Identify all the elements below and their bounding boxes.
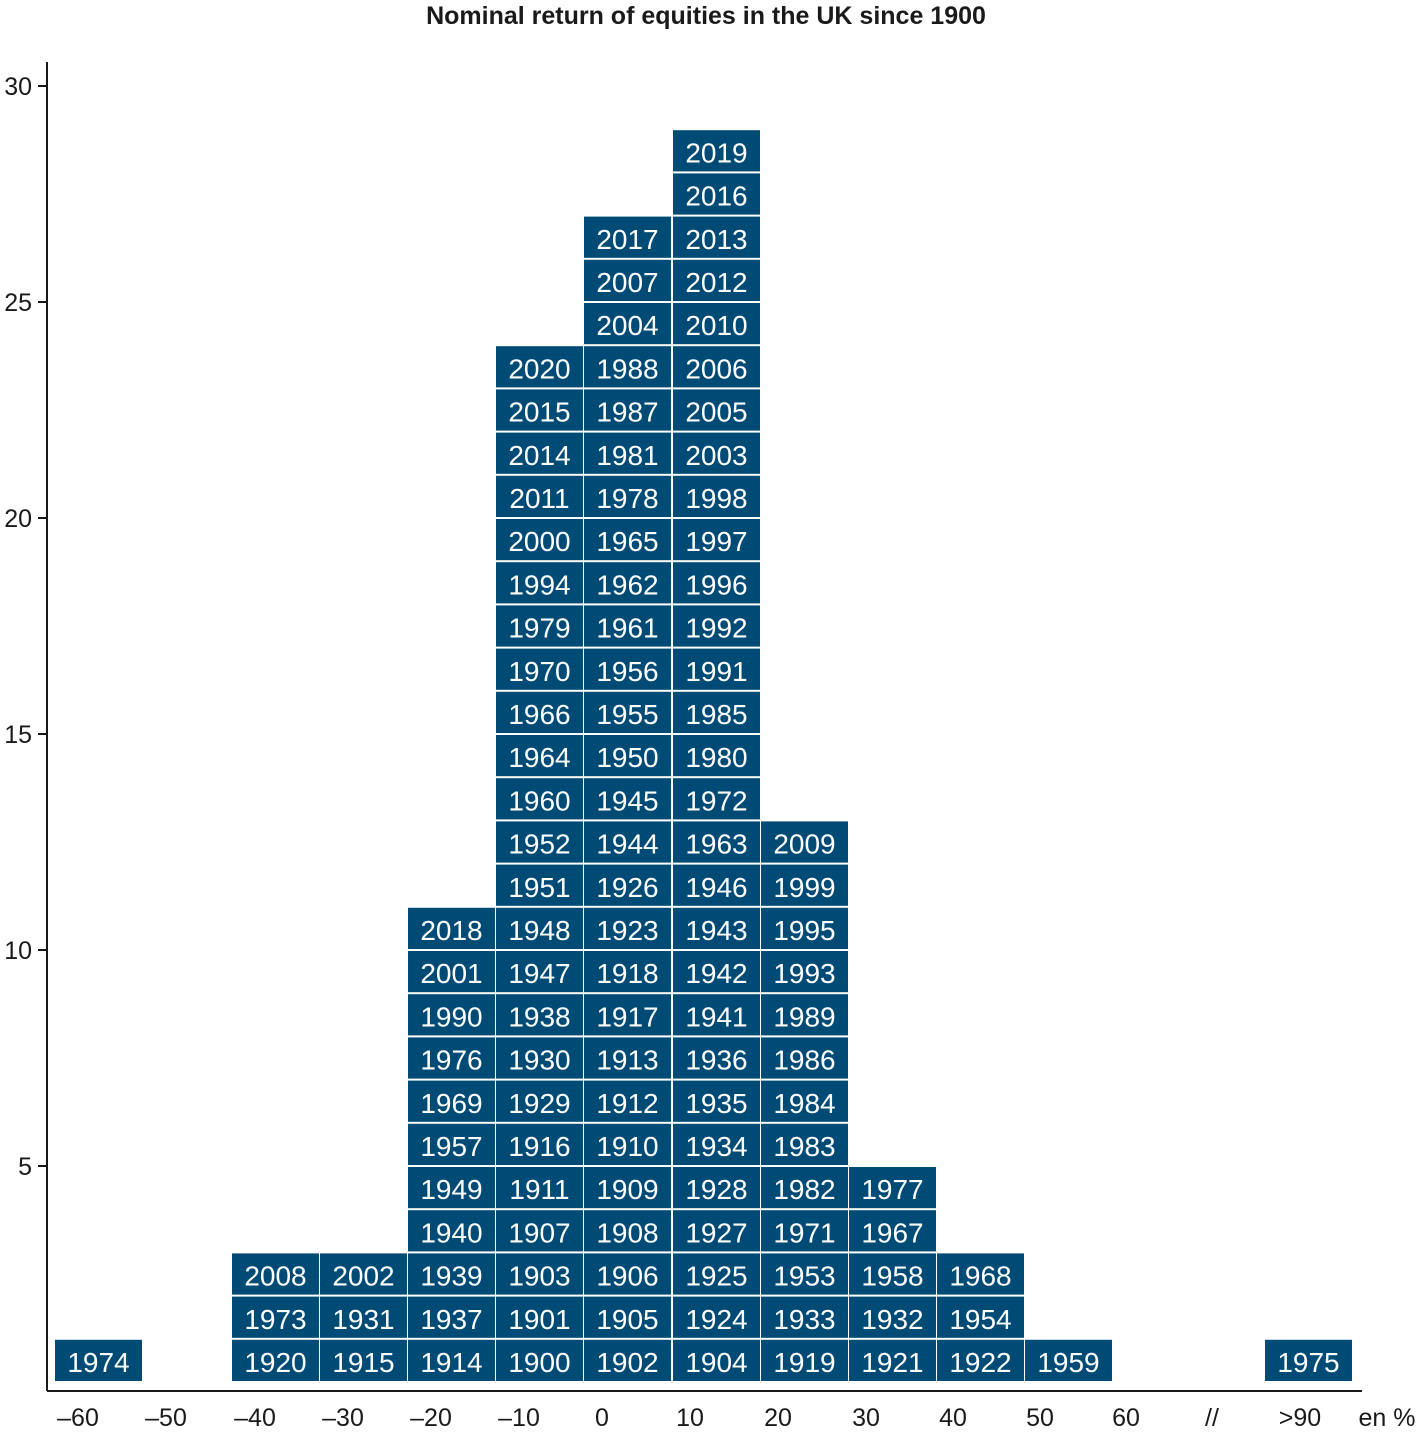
year-label: 2004 bbox=[596, 310, 659, 342]
year-label: 1904 bbox=[685, 1347, 748, 1378]
year-label: 2008 bbox=[244, 1260, 307, 1292]
year-label: 1938 bbox=[508, 1001, 571, 1033]
year-label: 1916 bbox=[508, 1131, 571, 1162]
year-label: 1935 bbox=[685, 1087, 748, 1119]
year-label: 1969 bbox=[420, 1087, 483, 1119]
year-label: 1995 bbox=[773, 915, 836, 946]
year-label: 1929 bbox=[508, 1087, 571, 1119]
year-label: 1960 bbox=[508, 785, 571, 817]
x-tick-label: –60 bbox=[57, 1404, 99, 1432]
y-tick-label: 5 bbox=[18, 1153, 32, 1181]
year-label: 1971 bbox=[773, 1217, 836, 1249]
year-label: 1949 bbox=[420, 1174, 483, 1206]
year-label: 1909 bbox=[596, 1174, 659, 1206]
year-label: 2018 bbox=[420, 915, 483, 946]
year-label: 1947 bbox=[508, 958, 571, 990]
year-label: 1914 bbox=[420, 1347, 483, 1378]
year-label: 1997 bbox=[685, 526, 748, 558]
x-tick-label: 40 bbox=[939, 1404, 967, 1432]
year-label: 2003 bbox=[685, 439, 748, 471]
year-label: 1998 bbox=[685, 483, 748, 514]
x-tick-label: 0 bbox=[595, 1404, 609, 1432]
year-label: 1966 bbox=[508, 699, 571, 730]
year-label: 1931 bbox=[332, 1303, 395, 1335]
year-label: 1985 bbox=[685, 699, 748, 730]
year-label: 1992 bbox=[685, 612, 748, 644]
year-label: 1928 bbox=[685, 1174, 748, 1206]
y-tick-label: 30 bbox=[4, 73, 32, 101]
histogram-cells bbox=[55, 130, 1352, 1381]
year-label: 2012 bbox=[685, 267, 748, 298]
year-label: 2017 bbox=[596, 223, 659, 255]
year-label: 1989 bbox=[773, 1001, 836, 1033]
x-tick-label: 60 bbox=[1112, 1404, 1140, 1432]
year-label: 1921 bbox=[861, 1347, 924, 1378]
year-label: 1980 bbox=[685, 742, 748, 774]
year-label: 1976 bbox=[420, 1044, 483, 1076]
year-label: 1946 bbox=[685, 871, 748, 903]
year-label: 1936 bbox=[685, 1044, 748, 1076]
year-label: 1986 bbox=[773, 1044, 836, 1076]
year-label: 1959 bbox=[1037, 1347, 1100, 1378]
year-label: 2005 bbox=[685, 396, 748, 428]
year-label: 2006 bbox=[685, 353, 748, 385]
year-label: 1961 bbox=[596, 612, 659, 644]
y-tick-label: 20 bbox=[4, 505, 32, 533]
year-label: 2010 bbox=[685, 310, 748, 342]
year-label: 1953 bbox=[773, 1260, 836, 1292]
year-label: 1912 bbox=[596, 1087, 659, 1119]
year-label: 1964 bbox=[508, 742, 571, 774]
year-label: 2015 bbox=[508, 396, 571, 428]
year-label: 1905 bbox=[596, 1303, 659, 1335]
year-label: 2020 bbox=[508, 353, 571, 385]
year-label: 1910 bbox=[596, 1131, 659, 1162]
year-label: 1933 bbox=[773, 1303, 836, 1335]
year-label: 1981 bbox=[596, 439, 659, 471]
year-label: 1922 bbox=[949, 1347, 1012, 1378]
year-label: 2016 bbox=[685, 180, 748, 212]
year-label: 1956 bbox=[596, 655, 659, 687]
year-label: 1937 bbox=[420, 1303, 483, 1335]
x-tick-label: // bbox=[1205, 1404, 1219, 1432]
year-label: 1951 bbox=[508, 871, 571, 903]
year-label: 1927 bbox=[685, 1217, 748, 1249]
year-label: 1990 bbox=[420, 1001, 483, 1033]
x-tick-label: 20 bbox=[764, 1404, 792, 1432]
year-label: 1902 bbox=[596, 1347, 659, 1378]
year-label: 1918 bbox=[596, 958, 659, 990]
year-label: 1965 bbox=[596, 526, 659, 558]
year-label: 1968 bbox=[949, 1260, 1012, 1292]
year-label: 2000 bbox=[508, 526, 571, 558]
year-label: 1962 bbox=[596, 569, 659, 601]
year-label: 1994 bbox=[508, 569, 571, 601]
year-label: 1963 bbox=[685, 828, 748, 860]
y-tick-label: 15 bbox=[4, 721, 32, 749]
year-label: 2019 bbox=[685, 137, 748, 169]
year-label: 1934 bbox=[685, 1131, 748, 1162]
year-label: 1952 bbox=[508, 828, 571, 860]
year-label: 1974 bbox=[67, 1347, 130, 1378]
year-label: 1957 bbox=[420, 1131, 483, 1162]
x-tick-label: –30 bbox=[322, 1404, 364, 1432]
year-label: 1967 bbox=[861, 1217, 924, 1249]
year-label: 1958 bbox=[861, 1260, 924, 1292]
year-label: 1970 bbox=[508, 655, 571, 687]
year-label: 1982 bbox=[773, 1174, 836, 1206]
chart-title: Nominal return of equities in the UK since 1900 bbox=[426, 2, 986, 30]
year-label: 1906 bbox=[596, 1260, 659, 1292]
year-label: 1924 bbox=[685, 1303, 748, 1335]
year-label: 1996 bbox=[685, 569, 748, 601]
year-label: 1903 bbox=[508, 1260, 571, 1292]
year-label: 1939 bbox=[420, 1260, 483, 1292]
year-label: 1955 bbox=[596, 699, 659, 730]
year-label: 1944 bbox=[596, 828, 659, 860]
year-label: 1911 bbox=[509, 1174, 570, 1206]
year-label: 1913 bbox=[596, 1044, 659, 1076]
year-label: 1972 bbox=[685, 785, 748, 817]
year-label: 1917 bbox=[596, 1001, 659, 1033]
year-label: 2013 bbox=[685, 223, 748, 255]
year-label: 1926 bbox=[596, 871, 659, 903]
year-label: 1975 bbox=[1277, 1347, 1340, 1378]
year-label: 1908 bbox=[596, 1217, 659, 1249]
year-label: 2007 bbox=[596, 267, 659, 298]
year-label: 2009 bbox=[773, 828, 836, 860]
year-label: 1901 bbox=[508, 1303, 571, 1335]
year-label: 1954 bbox=[949, 1303, 1012, 1335]
year-label: 2001 bbox=[420, 958, 483, 990]
year-label: 1940 bbox=[420, 1217, 483, 1249]
year-label: 1930 bbox=[508, 1044, 571, 1076]
year-label: 2014 bbox=[508, 439, 571, 471]
year-label: 1919 bbox=[773, 1347, 836, 1378]
x-tick-label: –10 bbox=[498, 1404, 540, 1432]
year-label: 1979 bbox=[508, 612, 571, 644]
year-label: 1920 bbox=[244, 1347, 307, 1378]
year-label: 1999 bbox=[773, 871, 836, 903]
x-tick-label: –20 bbox=[410, 1404, 452, 1432]
year-label: 1932 bbox=[861, 1303, 924, 1335]
year-label: 1988 bbox=[596, 353, 659, 385]
x-tick-label: >90 bbox=[1278, 1404, 1322, 1432]
year-label: 1923 bbox=[596, 915, 659, 946]
y-tick-label: 25 bbox=[4, 289, 32, 317]
year-label: 1991 bbox=[685, 655, 748, 687]
x-tick-label: –40 bbox=[234, 1404, 276, 1432]
x-tick-label: –50 bbox=[145, 1404, 187, 1432]
year-label: 1941 bbox=[685, 1001, 748, 1033]
x-tick-label: 10 bbox=[676, 1404, 704, 1432]
x-tick-label: 30 bbox=[852, 1404, 880, 1432]
year-label: 1973 bbox=[244, 1303, 307, 1335]
year-label: 1945 bbox=[596, 785, 659, 817]
year-label: 1984 bbox=[773, 1087, 836, 1119]
y-tick-label: 10 bbox=[4, 937, 32, 965]
year-label: 1915 bbox=[332, 1347, 395, 1378]
year-label: 1993 bbox=[773, 958, 836, 990]
year-label: 1925 bbox=[685, 1260, 748, 1292]
x-axis-label: en % bbox=[1358, 1404, 1416, 1432]
x-tick-label: 50 bbox=[1026, 1404, 1054, 1432]
year-label: 2002 bbox=[332, 1260, 395, 1292]
year-label: 1942 bbox=[685, 958, 748, 990]
year-label: 2011 bbox=[509, 483, 570, 514]
year-label: 1987 bbox=[596, 396, 659, 428]
year-label: 1907 bbox=[508, 1217, 571, 1249]
year-label: 1977 bbox=[861, 1174, 924, 1206]
year-label: 1900 bbox=[508, 1347, 571, 1378]
year-label: 1978 bbox=[596, 483, 659, 514]
year-label: 1943 bbox=[685, 915, 748, 946]
year-label: 1983 bbox=[773, 1131, 836, 1162]
year-label: 1950 bbox=[596, 742, 659, 774]
year-label: 1948 bbox=[508, 915, 571, 946]
